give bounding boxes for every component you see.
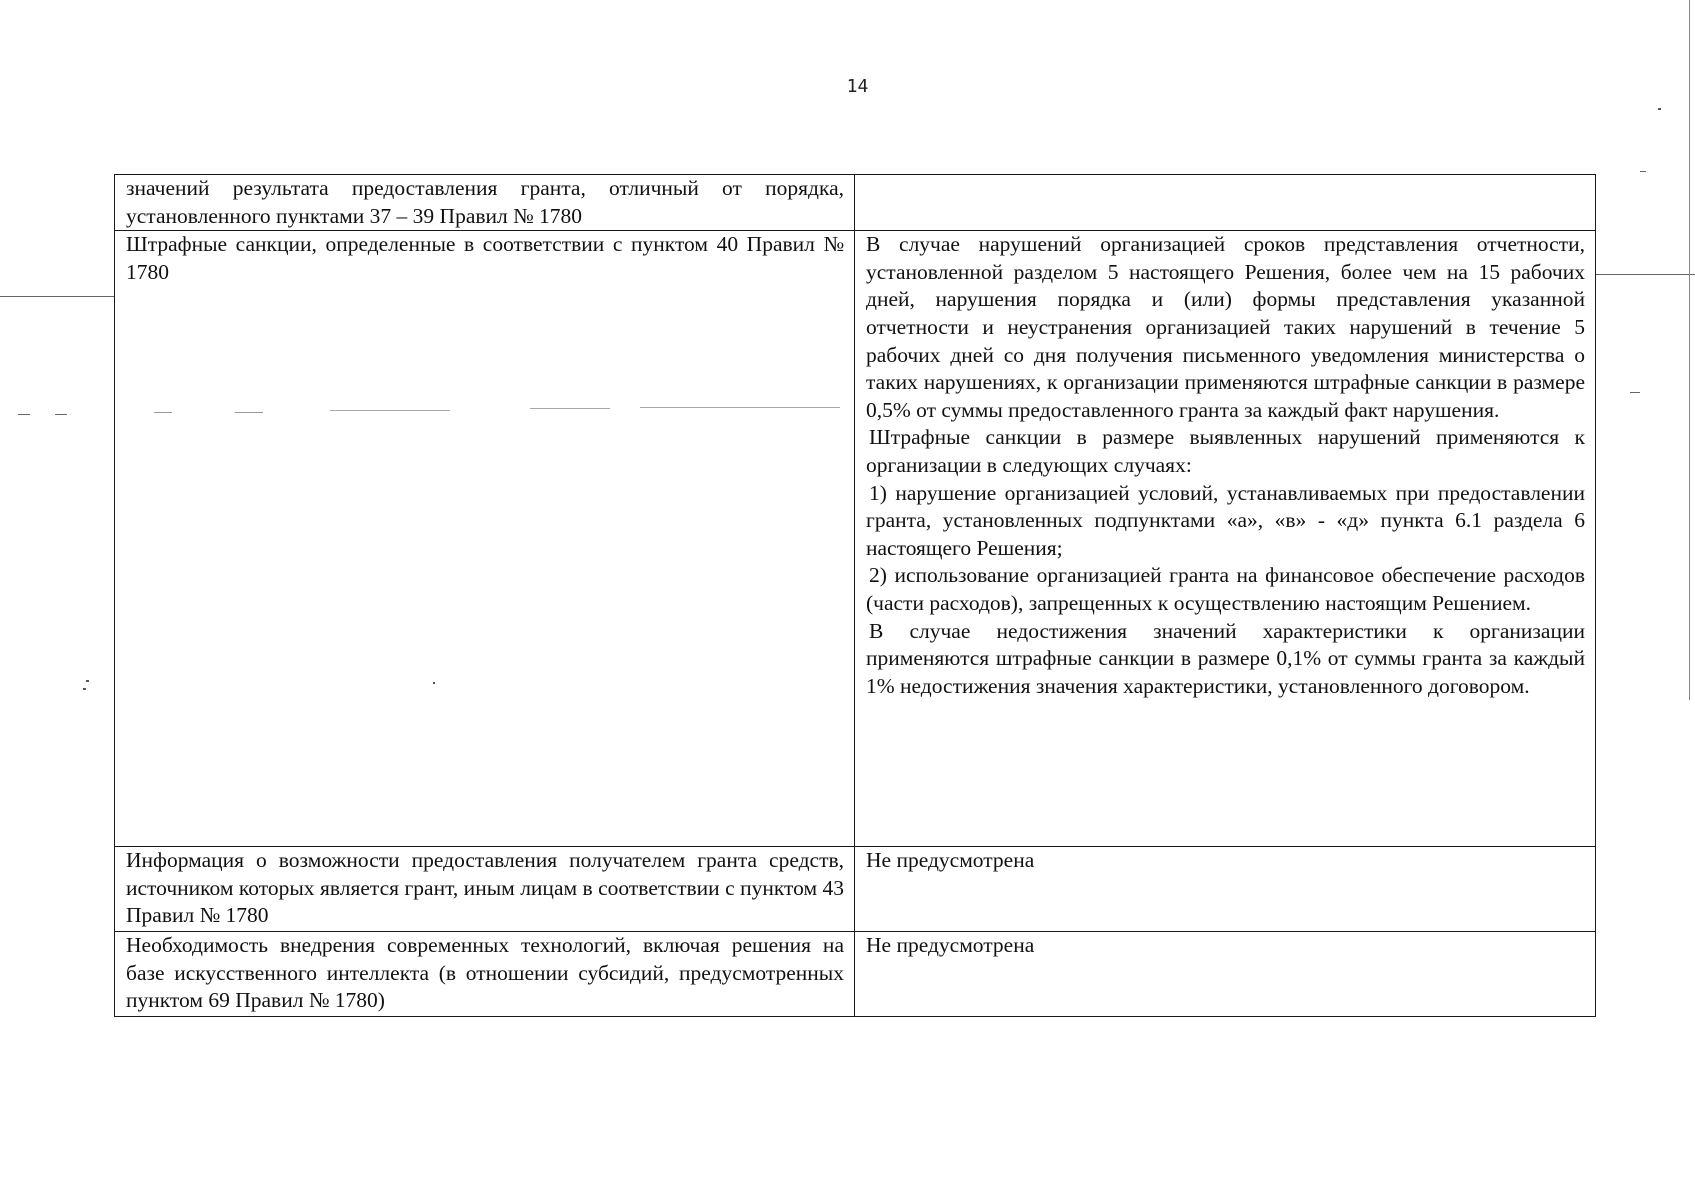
scan-artifact-dot [1658,108,1661,110]
table-cell-right [855,175,1596,231]
table-row [115,847,1596,932]
scan-artifact-line [640,407,840,408]
scan-artifact-line [55,414,67,415]
table-cell-left: Информация о возможности предоставления получателем гранта средств, источником которых является грант, иным лицам в соответствии с пунктом 43 Правил № 1780 [115,847,855,932]
paragraph: 1) нарушение организацией условий, устанавливаемых при предоставлении гранта, установленных подпунктами «а», «в» - «д» пункта 6.1 раздела 6 настоящего Решения; [866,480,1585,560]
page-number: 14 [846,76,869,97]
scan-artifact-line [1640,171,1646,172]
paragraph: 2) использование организацией гранта на финансовое обеспечение расходов (части расходов), запрещенных к осуществлению настоящим Решением. [866,563,1585,615]
table-cell-right [855,847,1596,932]
table-row [115,932,1596,1017]
table-row [115,231,1596,847]
table-row [115,175,1596,231]
scan-artifact-line [154,412,172,413]
table-cell-left: значений результата предоставления гранта, отличный от порядка, установленного пунктами 37 – 39 Правил № 1780 [115,175,855,231]
table-cell-right [855,231,1596,847]
scan-artifact-edge [1689,0,1690,700]
scan-artifact-line [1630,392,1640,393]
paragraph: Штрафные санкции в размере выявленных нарушений применяются к организации в следующих случаях: [866,425,1585,477]
paragraph: Не предусмотрена [866,933,1035,958]
paragraph: Не предусмотрена [866,848,1035,873]
scan-artifact-line [235,412,263,413]
scan-artifact-line [18,414,30,415]
document-table [114,174,1596,1017]
paragraph: В случае нарушений организацией сроков представления отчетности, установленной разделом 5 настоящего Решения, более чем на 15 рабочих дней, нарушения порядка и (или) формы представления указанной отчетности и неустранения организацией таких нарушений в течение 5 рабочих дней со дня получения письменного уведомления министерства о таких нарушениях, к организации применяются штрафные санкции в размере 0,5% от суммы предоставленного гранта за каждый факт нарушения. [866,232,1585,422]
scan-artifact-line [530,408,610,409]
table-cell-left: Штрафные санкции, определенные в соответствии с пунктом 40 Правил № 1780 [115,231,855,847]
scan-artifact-line [330,410,450,411]
table-cell-right [855,932,1596,1017]
scan-artifact-line [1596,274,1695,275]
table-cell-left: Необходимость внедрения современных технологий, включая решения на базе искусственного интеллекта (в отношении субсидий, предусмотренных пунктом 69 Правил № 1780) [115,932,855,1017]
scan-artifact-dot [433,682,435,684]
scan-artifact-dot [83,688,86,690]
scan-artifact-dot [86,680,89,682]
scan-artifact-line [0,296,114,297]
paragraph: В случае недостижения значений характеристики к организации применяются штрафные санкции в размере 0,1% от суммы гранта за каждый 1% недостижения значения характеристики, установленного договором. [866,618,1585,698]
